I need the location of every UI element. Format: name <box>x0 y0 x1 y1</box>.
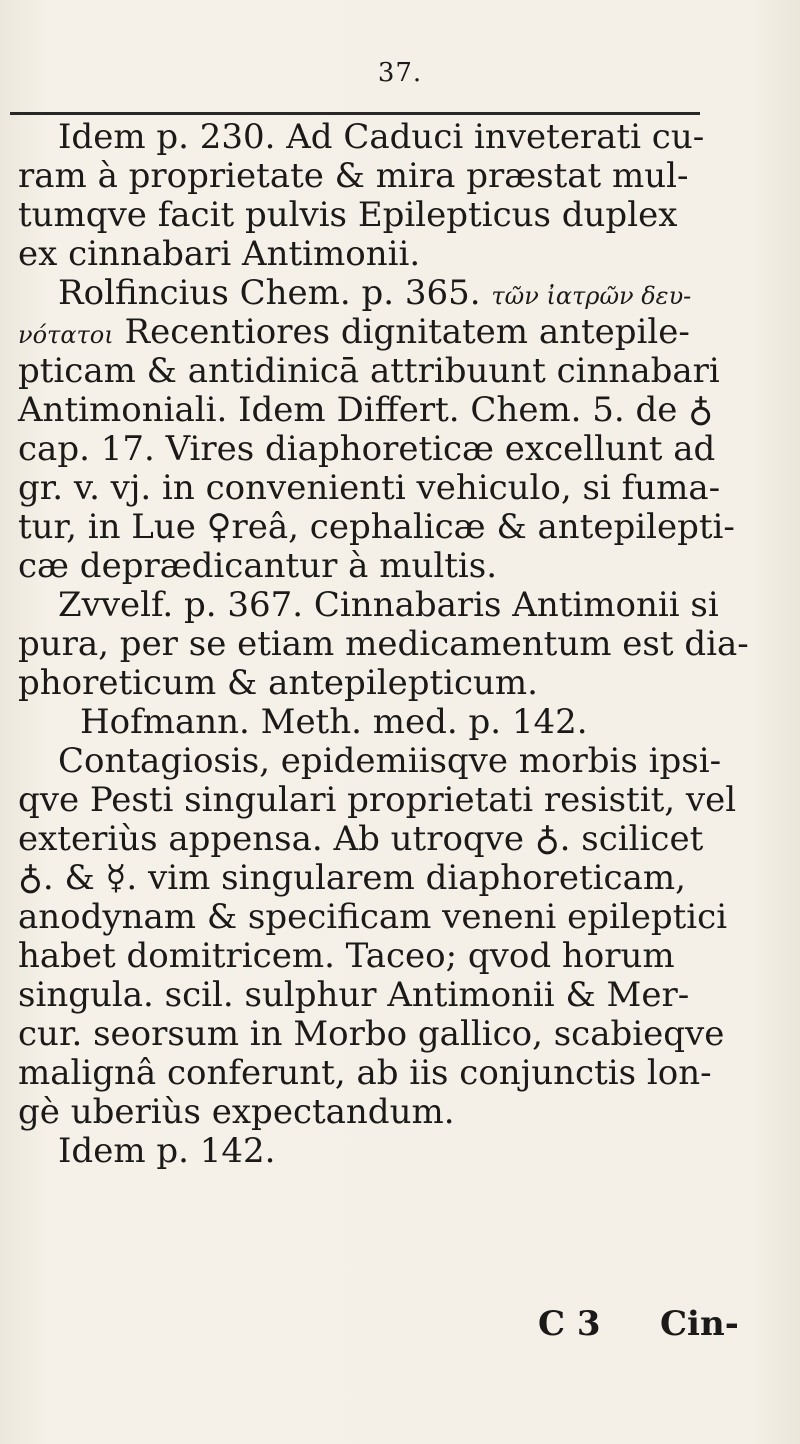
body-text <box>18 117 749 1171</box>
line-text: tumqve facit pulvis Epilepticus duplex <box>18 195 678 235</box>
line-text: gè uberiùs expectandum. <box>18 1092 455 1132</box>
line-text: Rolfincius Chem. p. 365. <box>58 273 481 313</box>
line-text: Contagiosis, epidemiisqve morbis ipsi- <box>58 741 722 781</box>
text-line <box>18 624 749 664</box>
line-text: ex cinnabari Antimonii. <box>18 234 421 274</box>
text-line <box>18 391 718 430</box>
line-text: tur, in Lue ♀reâ, cephalicæ & antepilepti- <box>18 507 735 547</box>
text-line <box>18 780 737 820</box>
catchword: Cin- <box>660 1304 739 1344</box>
greek-text: νότατοι <box>18 321 114 349</box>
line-text: qve Pesti singulari proprietati resistit, vel <box>18 780 737 820</box>
line-text: Idem p. 230. Ad Caduci inveterati cu- <box>58 117 705 157</box>
text-line <box>18 430 718 469</box>
page-number: 37. <box>377 58 423 88</box>
text-line <box>18 547 718 586</box>
text-line <box>18 507 735 547</box>
greek-text: τῶν ἰατρῶν δευ- <box>491 282 692 310</box>
text-line <box>18 859 718 898</box>
line-text: phoreticum & antepilepticum. <box>18 663 538 703</box>
line-text: anodynam & specificam veneni epileptici <box>18 897 728 937</box>
page-footer <box>0 1304 800 1354</box>
line-text: Antimoniali. Idem Differt. Chem. 5. de ♁ <box>18 390 714 430</box>
text-line <box>18 313 718 352</box>
line-text: malignâ conferunt, ab iis conjunctis lon- <box>18 1053 712 1093</box>
text-line <box>18 352 718 391</box>
line-text: pura, per se etiam medicamentum est dia- <box>18 624 749 664</box>
line-text: ram à proprietate & mira præstat mul- <box>18 156 689 196</box>
line-text: cap. 17. Vires diaphoreticæ excellunt ad <box>18 429 716 469</box>
line-text: ♁. & ☿. vim singularem diaphoreticam, <box>18 858 686 898</box>
text-line <box>18 1014 725 1054</box>
text-line <box>18 1132 718 1171</box>
signature-mark: C 3 <box>538 1304 601 1344</box>
text-line <box>18 741 722 781</box>
line-text: cur. seorsum in Morbo gallico, scabieqve <box>18 1014 725 1054</box>
line-text: exteriùs appensa. Ab utroqve ♁. scilicet <box>18 819 704 859</box>
text-line <box>18 976 718 1015</box>
text-line <box>18 157 718 196</box>
line-text: pticam & antidinicā attribuunt cinnabari <box>18 351 720 391</box>
text-line <box>18 196 718 235</box>
text-line <box>18 664 718 703</box>
line-text: singula. scil. sulphur Antimonii & Mer- <box>18 975 690 1015</box>
text-line <box>18 1093 718 1132</box>
text-line <box>18 274 718 313</box>
line-text: Zvvelf. p. 367. Cinnabaris Antimonii si <box>58 585 719 625</box>
text-line <box>18 235 718 274</box>
text-line <box>18 820 718 859</box>
line-text: Hofmann. Meth. med. p. 142. <box>80 702 588 742</box>
text-line <box>18 586 718 625</box>
line-text: Recentiores dignitatem antepile- <box>113 312 690 352</box>
text-line <box>18 937 718 976</box>
text-line <box>18 468 721 508</box>
line-text: cæ deprædicantur à multis. <box>18 546 498 586</box>
line-text: habet domitricem. Taceo; qvod horum <box>18 936 675 976</box>
line-text: gr. v. vj. in convenienti vehiculo, si fuma- <box>18 468 721 508</box>
text-line <box>18 1054 718 1093</box>
text-line <box>18 897 728 937</box>
text-line <box>18 703 718 742</box>
header-rule <box>10 112 700 115</box>
text-line <box>18 118 718 157</box>
line-text: Idem p. 142. <box>58 1131 276 1171</box>
